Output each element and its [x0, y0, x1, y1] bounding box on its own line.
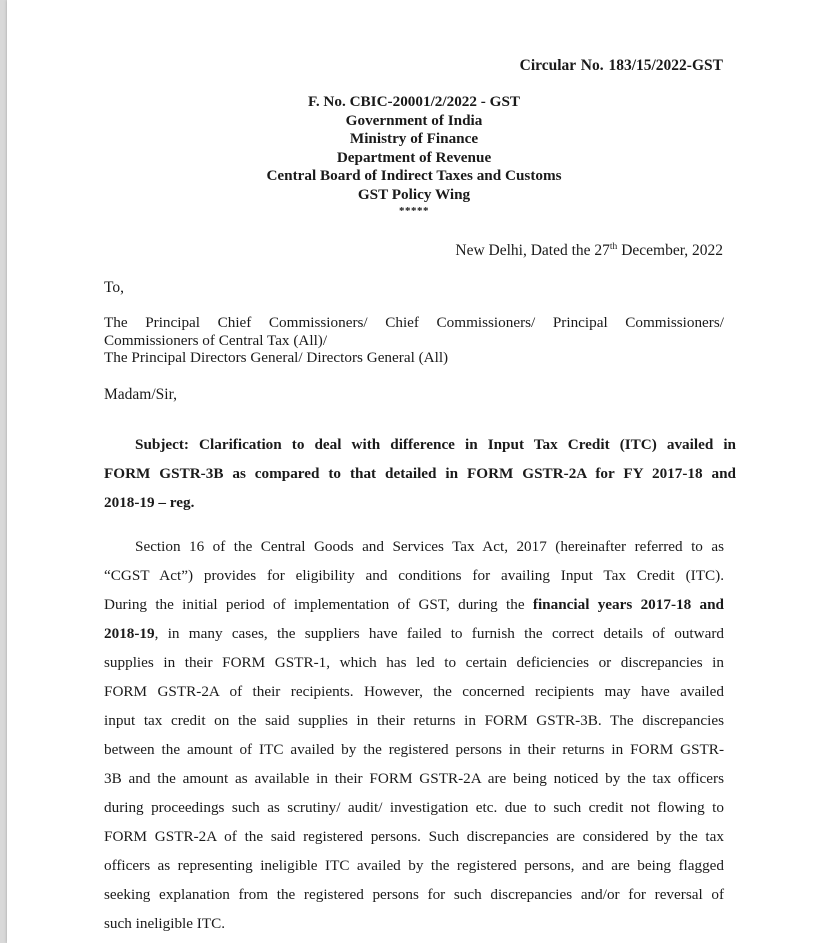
- paragraph-emphasis: 2018-19: [104, 625, 155, 642]
- paragraph-line: such ineligible ITC.: [104, 915, 226, 932]
- subject-line-2: FORM GSTR-3B as compared to that detailed in FORM GSTR-2A for FY 2017-18 and: [104, 465, 736, 482]
- paragraph-line: between the amount of ITC availed by the registered persons in their returns in FORM GSTR-: [104, 741, 724, 758]
- paragraph-line: during proceedings such as scrutiny/ audit/ investigation etc. due to such credit not flowing to: [104, 799, 724, 816]
- paragraph-line: FORM GSTR-2A of their recipients. However, the concerned recipients may have availed: [104, 683, 724, 700]
- paragraph-line: supplies in their FORM GSTR-1, which has led to certain deficiencies or discrepancies in: [104, 654, 724, 671]
- paragraph-emphasis: financial years 2017-18 and: [532, 596, 724, 613]
- date-line: [455, 242, 723, 260]
- wing-name: GST Policy Wing: [357, 185, 471, 203]
- addressees: [104, 314, 724, 367]
- paragraph-line: [104, 590, 724, 619]
- ministry-name: Ministry of Finance: [349, 130, 479, 148]
- subject-line-3: 2018-19 – reg.: [104, 494, 195, 511]
- paragraph-line: 3B and the amount as available in their FORM GSTR-2A are being noticed by the tax officers: [104, 770, 724, 787]
- subject-line-1: Subject: Clarification to deal with difference in Input Tax Credit (ITC) availed in: [135, 436, 736, 453]
- addressee-line-2: Commissioners of Central Tax (All)/: [104, 331, 328, 349]
- paragraph-text: During the initial period of implementation of GST, during the: [104, 596, 533, 613]
- government-name: Government of India: [345, 111, 483, 129]
- department-name: Department of Revenue: [336, 148, 492, 166]
- board-name: Central Board of Indirect Taxes and Customs: [266, 167, 562, 185]
- date-suffix: December, 2022: [617, 242, 723, 259]
- subject: [104, 430, 736, 517]
- date-prefix: New Delhi, Dated the 27: [455, 242, 610, 259]
- document-header: [0, 93, 828, 217]
- paragraph-line: input tax credit on the said supplies in their returns in FORM GSTR-3B. The discrepancies: [104, 712, 724, 729]
- circular-number: Circular No. 183/15/2022-GST: [519, 57, 723, 74]
- paragraph-line: officers as representing ineligible ITC availed by the registered persons, and are being flagged: [104, 857, 724, 874]
- paragraph-line: “CGST Act”) provides for eligibility and conditions for availing Input Tax Credit (ITC).: [104, 567, 724, 584]
- header-stars: *****: [399, 204, 429, 217]
- paragraph-text: , in many cases, the suppliers have failed to furnish the correct details of outward: [154, 625, 724, 642]
- paragraph-line: Section 16 of the Central Goods and Services Tax Act, 2017 (hereinafter referred to as: [135, 538, 724, 555]
- addressee-line-3: The Principal Directors General/ Directors General (All): [104, 349, 449, 366]
- file-number: F. No. CBIC-20001/2/2022 - GST: [307, 93, 521, 110]
- addressee-line-1: The Principal Chief Commissioners/ Chief Commissioners/ Principal Commissioners/: [104, 314, 724, 331]
- paragraph-line: [104, 619, 724, 648]
- salutation: Madam/Sir,: [104, 386, 177, 403]
- to-label: To,: [104, 279, 125, 296]
- body-paragraph: [104, 532, 724, 938]
- date-ordinal: th: [609, 242, 618, 252]
- paragraph-line: FORM GSTR-2A of the said registered persons. Such discrepancies are considered by the tax: [104, 828, 724, 845]
- paragraph-line: seeking explanation from the registered persons for such discrepancies and/or for reversal of: [104, 886, 724, 903]
